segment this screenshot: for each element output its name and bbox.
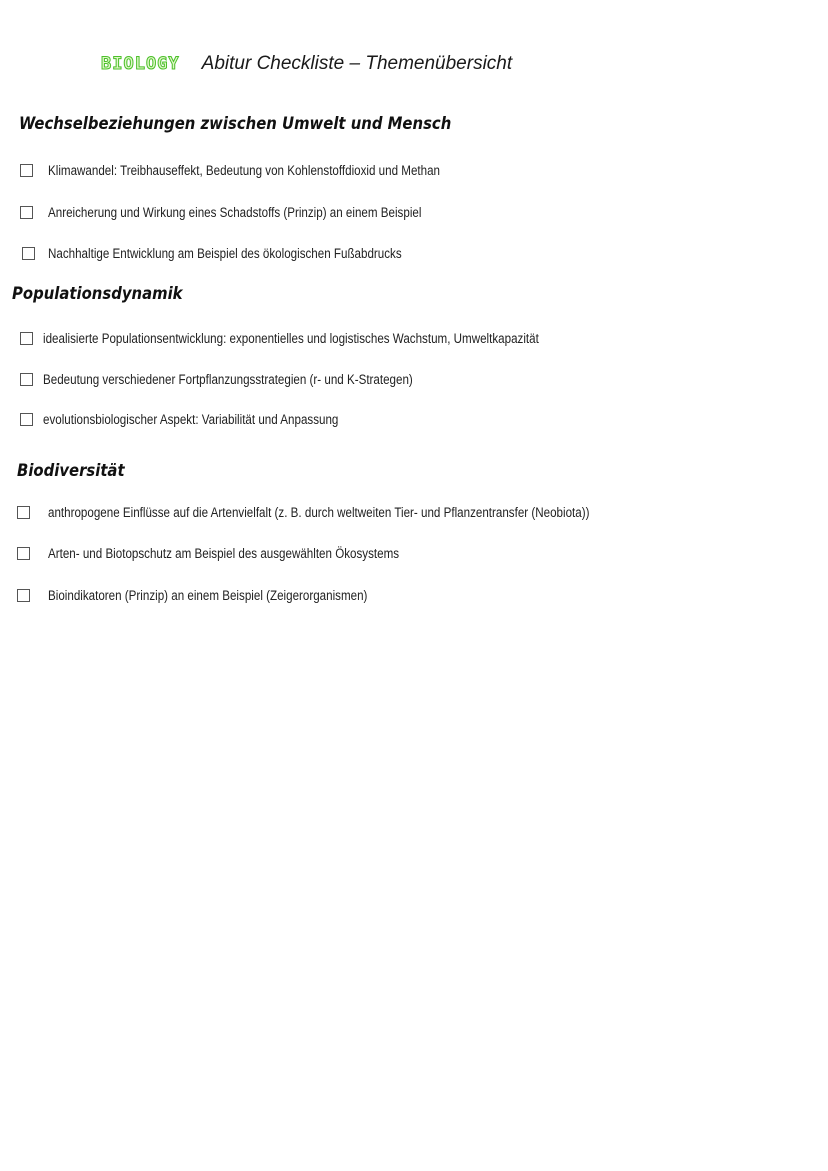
checkbox[interactable] [20, 206, 33, 219]
checkbox[interactable] [20, 373, 33, 386]
checklist-item-label: Bedeutung verschiedener Fortpflanzungsstrategien (r- und K-Strategen) [43, 371, 413, 387]
document-title: Abitur Checkliste – Themenübersicht [201, 53, 513, 74]
section-title-biodiversitaet: Biodiversität [17, 461, 125, 480]
checklist-item-label: evolutionsbiologischer Aspekt: Variabilität und Anpassung [43, 411, 339, 427]
checklist-item-label: Anreicherung und Wirkung eines Schadstoffs (Prinzip) an einem Beispiel [48, 204, 422, 220]
checklist-item-label: Klimawandel: Treibhauseffekt, Bedeutung von Kohlenstoffdioxid und Methan [48, 162, 440, 178]
checkbox[interactable] [20, 164, 33, 177]
checklist-item-label: Nachhaltige Entwicklung am Beispiel des ökologischen Fußabdrucks [48, 245, 402, 261]
biology-logo: BIOLOGY [101, 54, 180, 74]
section-title-umwelt-mensch: Wechselbeziehungen zwischen Umwelt und Mensch [19, 114, 452, 133]
checklist-item[interactable] [17, 502, 678, 522]
checklist-item[interactable] [20, 328, 620, 348]
checklist-item-label: idealisierte Populationsentwicklung: exponentielles und logistisches Wachstum, Umweltkapazität [43, 330, 539, 346]
checklist-item[interactable] [20, 202, 482, 222]
checklist-item[interactable] [17, 543, 456, 563]
checkbox[interactable] [17, 589, 30, 602]
checklist-item[interactable] [17, 585, 419, 605]
section-title-populationsdynamik: Populationsdynamik [12, 284, 183, 303]
checkbox[interactable] [20, 332, 33, 345]
checklist-item-label: Arten- und Biotopschutz am Beispiel des ausgewählten Ökosystems [48, 545, 400, 561]
checkbox[interactable] [17, 547, 30, 560]
checklist-item[interactable] [20, 160, 504, 180]
checklist-item[interactable] [20, 409, 386, 429]
checklist-item-label: anthropogene Einflüsse auf die Artenvielfalt (z. B. durch weltweiten Tier- und Pflanzentransfer (Neobiota)) [48, 504, 590, 520]
checklist-item[interactable] [20, 369, 473, 389]
checklist-item[interactable] [22, 243, 459, 263]
checkbox[interactable] [22, 247, 35, 260]
checklist-item-label: Bioindikatoren (Prinzip) an einem Beispiel (Zeigerorganismen) [48, 587, 368, 603]
page-header [101, 50, 512, 78]
checkbox[interactable] [17, 506, 30, 519]
checkbox[interactable] [20, 413, 33, 426]
